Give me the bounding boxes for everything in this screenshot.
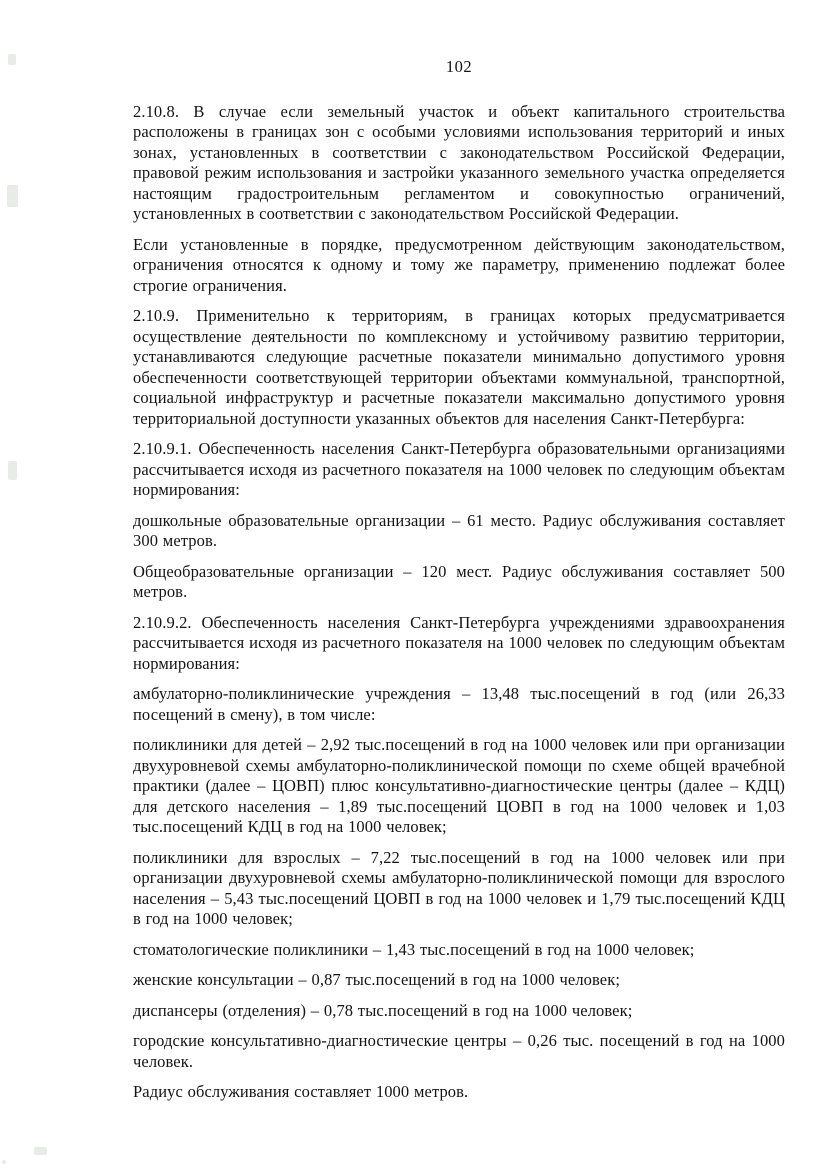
- scan-smudge: [34, 1147, 47, 1155]
- paragraph-city-diagnostic-centers: городские консультативно-диагностические центры – 0,26 тыс. посещений в год на 1000 человек.: [133, 1031, 785, 1071]
- scan-smudge: [8, 54, 16, 65]
- page-number: 102: [445, 57, 473, 76]
- paragraph-adult-polyclinics: поликлиники для взрослых – 7,22 тыс.посещений в год на 1000 человек или при организации двухуровневой схемы амбулаторно-поликлинической помощи для взрослого населения – 5,43 тыс.посещений ЦОВП в год на 1000 человек и 1,79 тыс.посещений КДЦ в год на 1000 человек;: [133, 847, 785, 928]
- scan-smudge: [7, 185, 18, 207]
- paragraph-2-10-9: 2.10.9. Применительно к территориям, в границах которых предусматривается осуществление деятельности по комплексному и устойчивому развитию территории, устанавливаются следующие расчетные показатели минимально допустимого уровня обеспеченности соответствующей территории объектами коммунальной, транспортной, социальной инфраструктур и расчетные показатели максимально допустимого уровня территориальной доступности указанных объектов для населения Санкт-Петербурга:: [133, 306, 785, 428]
- paragraph-children-polyclinics: поликлиники для детей – 2,92 тыс.посещений в год на 1000 человек или при организации двухуровневой схемы амбулаторно-поликлинической помощи по схеме общей врачебной практики (далее – ЦОВП) плюс консультативно-диагностические центры (далее – КДЦ) для детского населения – 1,89 тыс.посещений ЦОВП в год на 1000 человек и 1,03 тыс.посещений КДЦ в год на 1000 человек;: [133, 735, 785, 836]
- paragraph-womens-consultations: женские консультации – 0,87 тыс.посещений в год на 1000 человек;: [133, 970, 621, 989]
- paragraph-stricter-limits: Если установленные в порядке, предусмотренном действующим законодательством, ограничения относятся к одному и тому же параметру, применению подлежат более строгие ограничения.: [133, 234, 785, 295]
- paragraph-2-10-9-1: 2.10.9.1. Обеспеченность населения Санкт-Петербурга образовательными организациями рассчитывается исходя из расчетного показателя на 1000 человек по следующим объектам нормирования:: [133, 439, 785, 499]
- scan-smudge: [2, 1160, 6, 1164]
- paragraph-2-10-9-2: 2.10.9.2. Обеспеченность населения Санкт-Петербурга учреждениями здравоохранения рассчитывается исходя из расчетного показателя на 1000 человек по следующим объектам нормирования:: [133, 612, 785, 673]
- paragraph-general-education-orgs: Общеобразовательные организации – 120 мест. Радиус обслуживания составляет 500 метров.: [133, 561, 785, 601]
- paragraph-preschool-orgs: дошкольные образовательные организации – 61 место. Радиус обслуживания составляет 300 метров.: [133, 510, 785, 550]
- scan-smudge: [8, 461, 17, 480]
- paragraph-service-radius-1000: Радиус обслуживания составляет 1000 метров.: [133, 1082, 469, 1101]
- paragraph-dental-polyclinics: стоматологические поликлиники – 1,43 тыс.посещений в год на 1000 человек;: [133, 939, 695, 959]
- paragraph-ambulatory-polyclinic: амбулаторно-поликлинические учреждения – 13,48 тыс.посещений в год (или 26,33 посещений в смену), в том числе:: [133, 684, 785, 724]
- paragraph-dispensaries: диспансеры (отделения) – 0,78 тыс.посещений в год на 1000 человек;: [133, 1000, 633, 1020]
- document-body: [133, 102, 785, 1103]
- paragraph-2-10-8: 2.10.8. В случае если земельный участок и объект капитального строительства расположены в границах зон с особыми условиями использования территорий и иных зонах, установленных в соответствии с законодательством Российской Федерации, правовой режим использования и застройки указанного земельного участка определяется настоящим градостроительным регламентом и совокупностью ограничений, установленных в соответствии с законодательством Российской Федерации.: [133, 101, 785, 223]
